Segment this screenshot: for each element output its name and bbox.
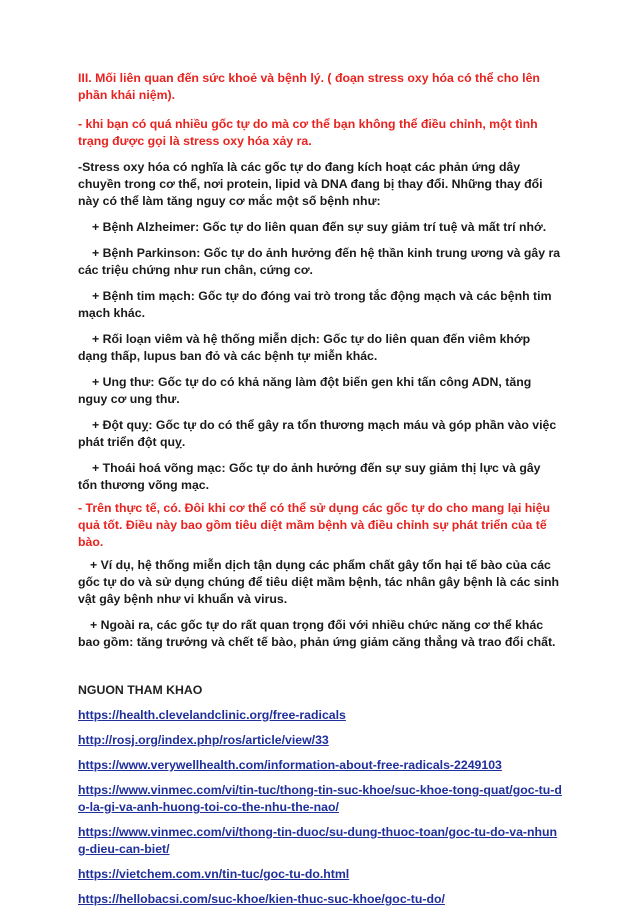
reference-link-verywellhealth[interactable]: https://www.verywellhealth.com/information-about-free-radicals-2249103	[78, 758, 502, 772]
disease-cancer: + Ung thư: Gốc tự do có khả năng làm đột biến gen khi tấn công ADN, tăng nguy cơ ung thư.	[78, 375, 532, 406]
benefit-immune-example: + Ví dụ, hệ thống miễn dịch tận dụng các phẩm chất gây tổn hại tế bào của các gốc tự do và sử dụng chúng để tiêu diệt mầm bệnh, tác nhân gây bệnh là các sinh vật gây bệnh như vi khuẩn và virus.	[78, 558, 560, 606]
references-title: NGUON THAM KHAO	[78, 683, 203, 697]
benefit-other-functions: + Ngoài ra, các gốc tự do rất quan trọng đối với nhiều chức năng cơ thể khác bao gồm: tăng trưởng và chết tế bào, phản ứng giảm căng thẳng và trao đổi chất.	[78, 618, 556, 649]
reference-item	[78, 782, 562, 816]
disease-alzheimer: + Bệnh Alzheimer: Gốc tự do liên quan đến sự suy giảm trí tuệ và mất trí nhớ.	[92, 220, 547, 234]
reference-link-clevelandclinic[interactable]: https://health.clevelandclinic.org/free-radicals	[78, 708, 346, 722]
benefit-intro: - Trên thực tế, có. Đôi khi cơ thể có thể sử dụng các gốc tự do cho mang lại hiệu quả tốt. Điều này bao gồm tiêu diệt mầm bệnh và điều chỉnh sự phát triển của tế bào.	[78, 501, 551, 549]
reference-item	[78, 891, 562, 908]
reference-link-vinmec-1[interactable]: https://www.vinmec.com/vi/tin-tuc/thong-tin-suc-khoe/suc-khoe-tong-quat/goc-tu-do-la-gi-va-anh-huong-toi-co-the-nhu-the-nao/	[78, 783, 562, 814]
disease-macular-degeneration: + Thoái hoá võng mạc: Gốc tự do ảnh hưởng đến sự suy giảm thị lực và gây tổn thương võng mạc.	[78, 461, 541, 492]
reference-link-vietchem[interactable]: https://vietchem.com.vn/tin-tuc/goc-tu-do.html	[78, 867, 350, 881]
disease-immune: + Rối loạn viêm và hệ thống miễn dịch: Gốc tự do liên quan đến viêm khớp dạng thấp, lupus ban đỏ và các bệnh tự miễn khác.	[78, 332, 531, 363]
oxidative-stress-definition: -Stress oxy hóa có nghĩa là các gốc tự do đang kích hoạt các phản ứng dây chuyền trong cơ thể, nơi protein, lipid và DNA đang bị thay đổi. Những thay đổi này có thể làm tăng nguy cơ mắc một số bệnh như:	[78, 160, 543, 208]
reference-link-rosj[interactable]: http://rosj.org/index.php/ros/article/view/33	[78, 733, 329, 747]
reference-link-hellobacsi[interactable]: https://hellobacsi.com/suc-khoe/kien-thuc-suc-khoe/goc-tu-do/	[78, 892, 445, 906]
reference-item	[78, 866, 562, 883]
reference-item	[78, 732, 562, 749]
reference-item	[78, 824, 562, 858]
document-page	[78, 70, 562, 916]
disease-cardiovascular: + Bệnh tim mạch: Gốc tự do đóng vai trò trong tắc động mạch và các bệnh tim mạch khác.	[78, 289, 552, 320]
disease-parkinson: + Bệnh Parkinson: Gốc tự do ảnh hưởng đến hệ thần kinh trung ương và gây ra các triệu chứng như run chân, cứng cơ.	[78, 246, 561, 277]
reference-item	[78, 757, 562, 774]
reference-item	[78, 707, 562, 724]
reference-link-vinmec-2[interactable]: https://www.vinmec.com/vi/thong-tin-duoc/su-dung-thuoc-toan/goc-tu-do-va-nhung-dieu-can-biet/	[78, 825, 558, 856]
oxidative-stress-intro: - khi bạn có quá nhiều gốc tự do mà cơ thể bạn không thể điều chỉnh, một tình trạng được gọi là stress oxy hóa xảy ra.	[78, 117, 538, 148]
references-list	[78, 707, 562, 908]
disease-stroke: + Đột quỵ: Gốc tự do có thể gây ra tổn thương mạch máu và góp phần vào việc phát triển đột quỵ.	[78, 418, 557, 449]
section-heading: III. Mối liên quan đến sức khoẻ và bệnh lý. ( đoạn stress oxy hóa có thể cho lên phần khái niệm).	[78, 71, 540, 102]
